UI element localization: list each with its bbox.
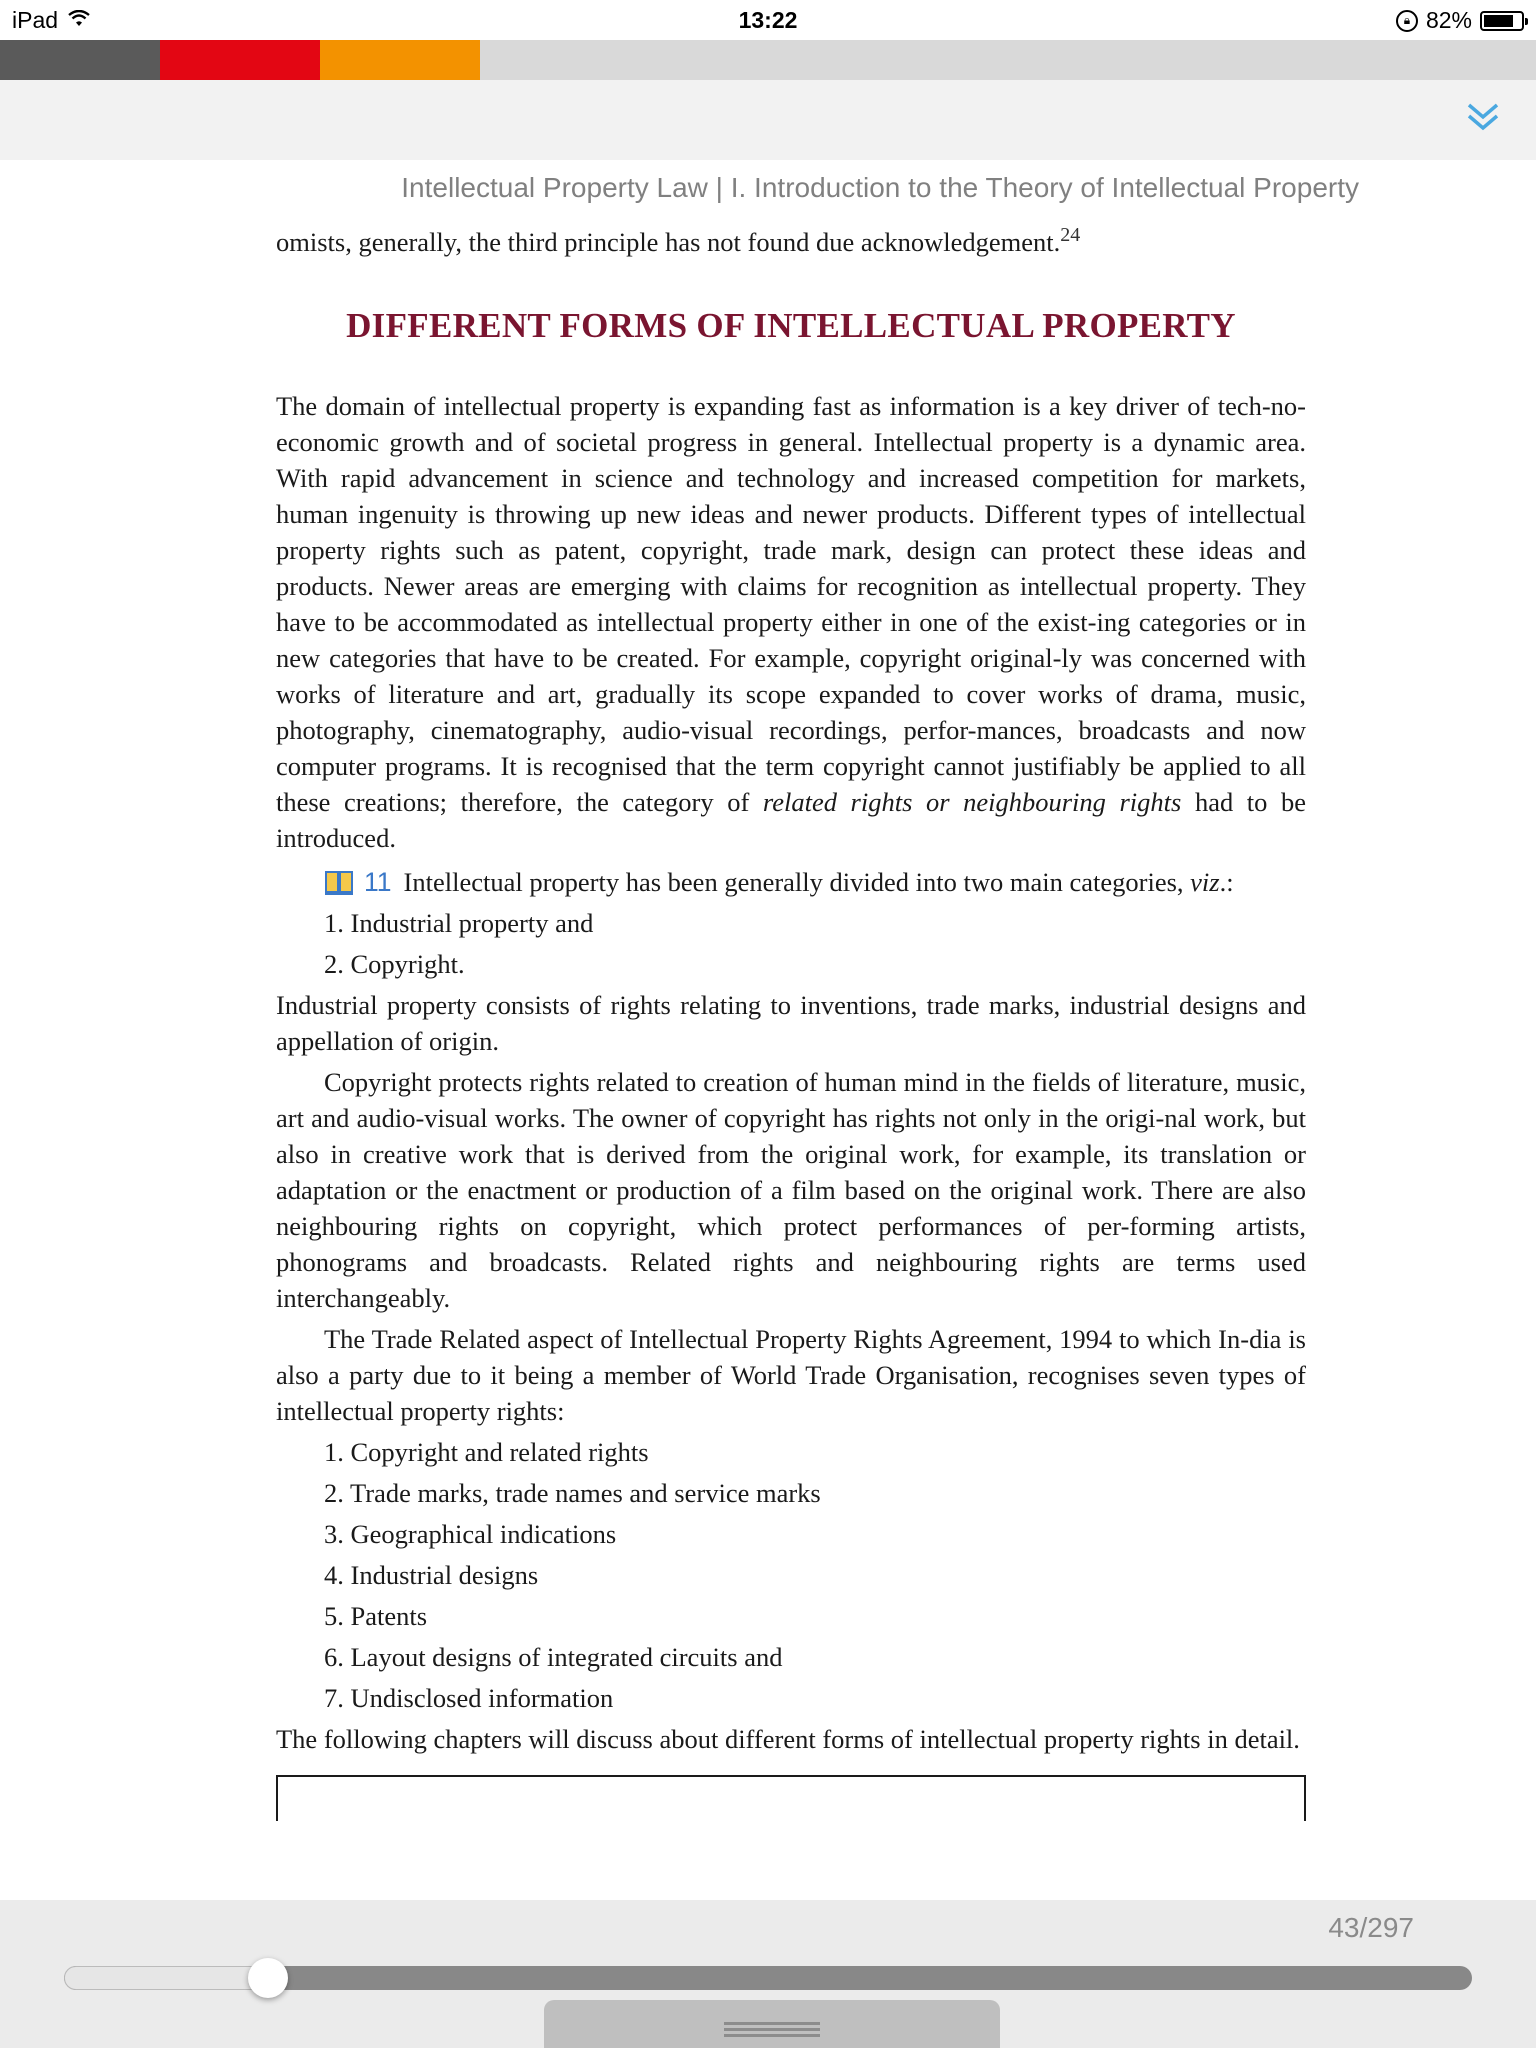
strip-segment-3 (320, 40, 480, 80)
list-intro-text: Intellectual property has been generally divided into two main categories, viz.: (403, 867, 1234, 897)
reader-toolbar (0, 80, 1536, 160)
list-item: 4. Industrial designs (324, 1560, 539, 1590)
categories-list-intro (324, 864, 1306, 900)
strip-segment-1 (0, 40, 160, 80)
battery-icon (1480, 11, 1524, 31)
carryover-paragraph: omists, generally, the third principle has not found due acknowledgement.$^{24}$ (276, 224, 1081, 257)
intro-paragraph: The domain of intellectual property is expanding fast as information is a key driver of tech-no-economic growth and of societal progress in general. Intellectual property is a dynamic area. With rapid advancement in science and technology and increased competition for markets, human ingenuity is throwing up new ideas and newer products. Different types of intellectual property rights such as patent, copyright, trade mark, design can protect these ideas and products. Newer areas are emerging with claims for recognition as intellectual property. They have to be accommodated as intellectual property either in one of the exist-ing categories or in new categories that have to be created. For example, copyright original-ly was concerned with works of literature and art, gradually its scope expanded to cover works of drama, music, photography, cinematography, audio-visual recordings, perfor-mances, broadcasts and now computer programs. It is recognised that the term copyright cannot justifiably be applied to all these creations; therefore, the category of related rights or neighbouring rights had to be introduced. (276, 391, 1306, 853)
page-slider-filled (64, 1966, 268, 1990)
book-page (0, 160, 1536, 1900)
list-item: 1. Industrial property and (324, 908, 594, 938)
section-heading: DIFFERENT FORMS OF INTELLECTUAL PROPERTY (346, 306, 1236, 345)
industrial-property-paragraph: Industrial property consists of rights relating to inventions, trade marks, industrial designs and appellation of origin. (276, 990, 1306, 1056)
collapse-toolbar-button[interactable] (1458, 92, 1508, 142)
running-head: Intellectual Property Law | I. Introduction to the Theory of Intellectual Property (401, 172, 1359, 203)
page-content (276, 224, 1306, 1821)
page-indicator: 43/297 (1328, 1912, 1414, 1943)
closing-paragraph: The following chapters will discuss about different forms of intellectual property rights in detail. (276, 1724, 1300, 1754)
chapter-progress-strip (0, 40, 1536, 80)
list-item: 1. Copyright and related rights (324, 1437, 649, 1467)
list-item: 2. Copyright. (324, 949, 465, 979)
strip-segment-2 (160, 40, 320, 80)
reference-number-link[interactable]: 11 (364, 867, 392, 897)
boxed-note-frame (276, 1775, 1306, 1821)
grip-lines-icon (724, 2022, 820, 2038)
list-item: 3. Geographical indications (324, 1519, 617, 1549)
open-book-icon[interactable] (324, 868, 354, 896)
page-slider-thumb[interactable] (248, 1958, 288, 1998)
footnote-link[interactable]: 24 (1060, 224, 1081, 247)
drawer-handle[interactable] (544, 2000, 1000, 2048)
double-chevron-down-icon (1465, 101, 1501, 133)
status-time: 13:22 (738, 7, 798, 33)
rotation-lock-icon: 🔒︎ (1396, 10, 1418, 32)
status-bar (0, 0, 1536, 40)
list-item: 5. Patents (324, 1601, 428, 1631)
copyright-paragraph: Copyright protects rights related to creation of human mind in the fields of literature, music, art and audio-visual works. The owner of copyright has rights not only in the origi-nal work, but also in creative work that is derived from the original work, for example, its translation or adaptation or the enactment or production of a film based on the original work. There are also neighbouring rights on copyright, which protect performances of per-forming artists, phonograms and broadcasts. Related rights and neighbouring rights are terms used interchangeably. (276, 1067, 1306, 1313)
device-name: iPad (12, 7, 59, 33)
battery-percent: 82% (1425, 7, 1472, 33)
list-item: 7. Undisclosed information (324, 1683, 614, 1713)
battery-level (1484, 15, 1513, 27)
trips-paragraph: The Trade Related aspect of Intellectual Property Rights Agreement, 1994 to which In-dia is also a party due to it being a member of World Trade Organisation, recognises seven types of intellectual property rights: (276, 1324, 1306, 1426)
list-item: 6. Layout designs of integrated circuits and (324, 1642, 783, 1672)
list-item: 2. Trade marks, trade names and service marks (324, 1478, 821, 1508)
